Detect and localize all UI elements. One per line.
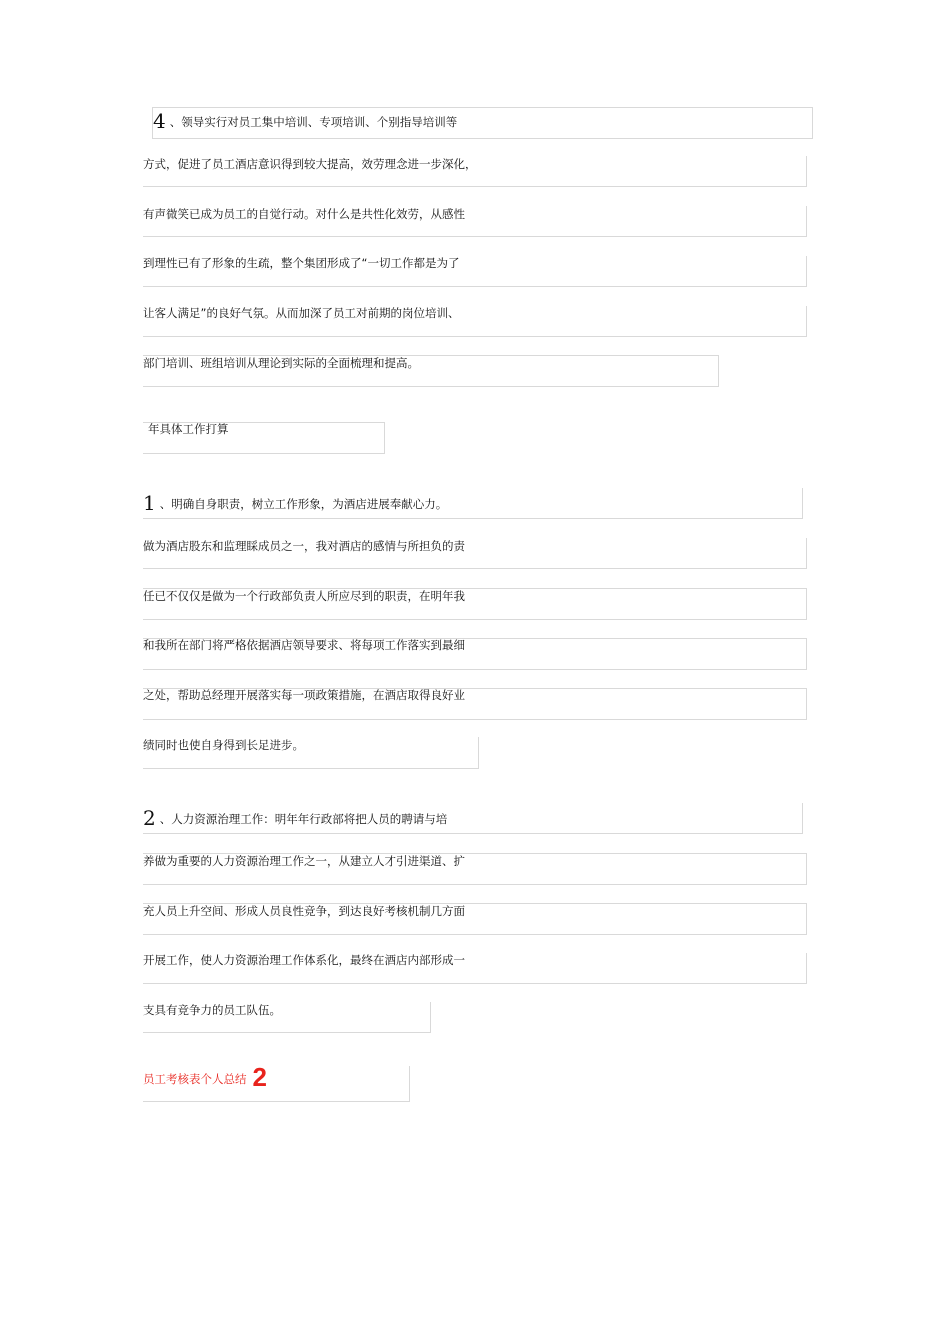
footer-title: 员工考核表个人总结 2 <box>143 1062 267 1092</box>
item2-line-1: 2 、人力资源治理工作：明年年行政部将把人员的聘请与培 <box>143 806 448 830</box>
footer-number: 2 <box>252 1062 267 1092</box>
item2-line-2: 养做为重要的人力资源治理工作之一，从建立人才引进渠道、扩 <box>143 854 465 868</box>
section4-line-4: 到理性已有了形象的生疏，整个集团形成了“一切工作都是为了 <box>143 256 460 270</box>
item1-line-3: 任已不仅仅是做为一个行政部负责人所应尽到的职责，在明年我 <box>143 589 465 603</box>
section-heading: 年具体工作打算 <box>148 422 229 436</box>
item2-line-3: 充人员上升空间、形成人员良性竞争，到达良好考核机制几方面 <box>143 904 465 918</box>
item1-line-4: 和我所在部门将严格依据酒店领导要求、将每项工作落实到最细 <box>143 638 465 652</box>
item1-line-1: 1 、明确自身职责，树立工作形象，为酒店进展奉献心力。 <box>143 491 448 515</box>
section4-number: 4 <box>153 109 166 133</box>
section4-line-5: 让客人满足”的良好气氛。从而加深了员工对前期的岗位培训、 <box>143 306 460 320</box>
item1-line-5: 之处，帮助总经理开展落实每一项政策措施，在酒店取得良好业 <box>143 688 465 702</box>
item2-line-5: 支具有竞争力的员工队伍。 <box>143 1003 281 1017</box>
section4-line-6: 部门培训、班组培训从理论到实际的全面梳理和提高。 <box>143 356 419 370</box>
section4-line-1: 4 、领导实行对员工集中培训、专项培训、个别指导培训等 <box>153 109 458 133</box>
item2-number: 2 <box>143 806 156 830</box>
section4-line-3: 有声微笑已成为员工的自觉行动。对什么是共性化效劳，从感性 <box>143 207 465 221</box>
item1-line-2: 做为酒店股东和监理睬成员之一，我对酒店的感情与所担负的责 <box>143 539 465 553</box>
section4-line-2: 方式，促进了员工酒店意识得到较大提高，效劳理念进一步深化， <box>143 157 477 171</box>
item1-line-6: 绩同时也使自身得到长足进步。 <box>143 738 304 752</box>
item2-line-4: 开展工作，使人力资源治理工作体系化，最终在酒店内部形成一 <box>143 953 465 967</box>
item1-number: 1 <box>143 491 156 515</box>
